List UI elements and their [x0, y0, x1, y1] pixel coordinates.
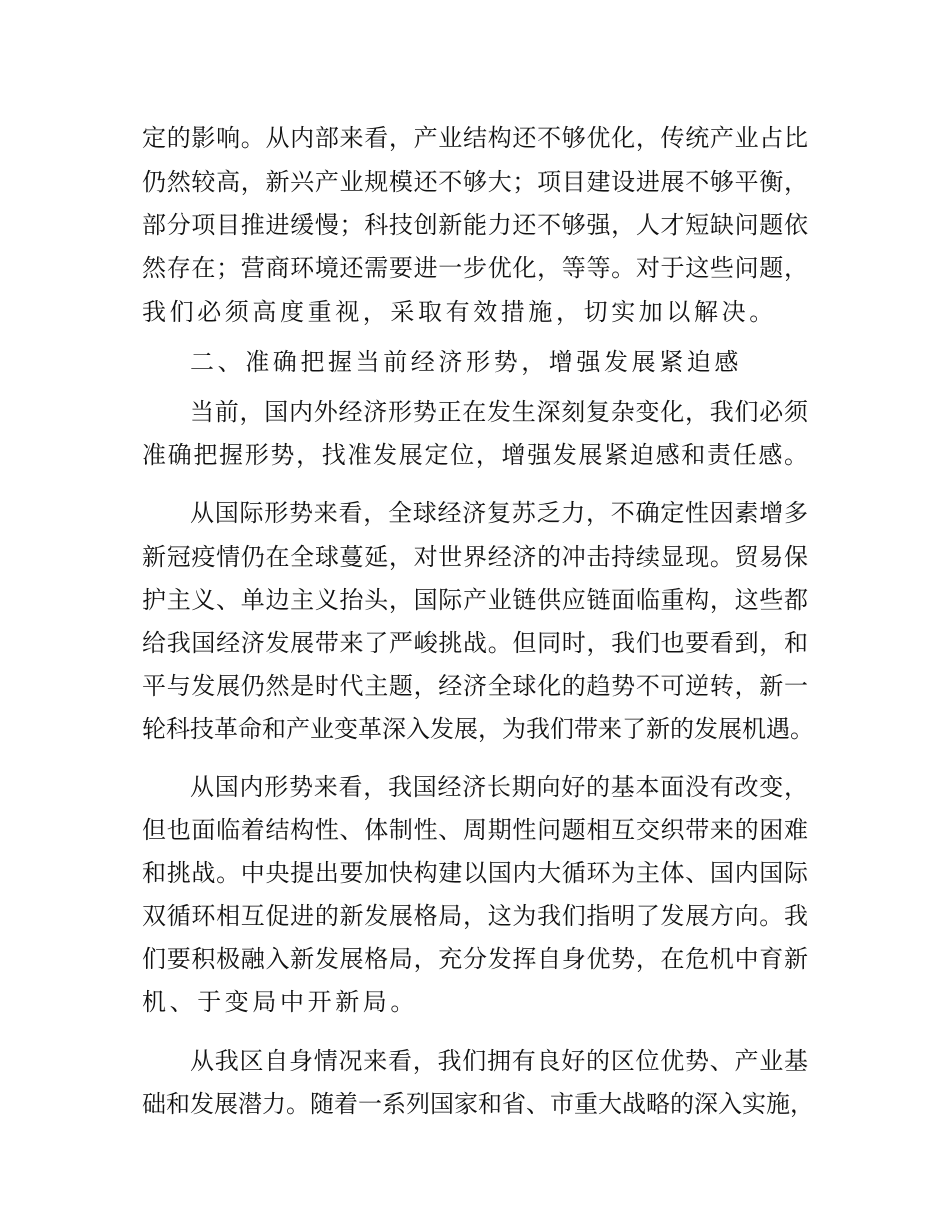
text-line: 部分项目推进缓慢；科技创新能力还不够强，人才短缺问题依	[142, 211, 808, 239]
text-line: 平与发展仍然是时代主题，经济全球化的趋势不可逆转，新一	[142, 672, 808, 700]
text-line: 定的影响。从内部来看，产业结构还不够优化，传统产业占比	[142, 124, 808, 152]
text-line: 轮科技革命和产业变革深入发展，为我们带来了新的发展机遇。	[142, 715, 814, 743]
text-line: 从我区自身情况来看，我们拥有良好的区位优势、产业基	[190, 1047, 808, 1075]
text-line: 新冠疫情仍在全球蔓延，对世界经济的冲击持续显现。贸易保	[142, 543, 808, 571]
text-line: 仍然较高，新兴产业规模还不够大；项目建设进展不够平衡，	[142, 168, 808, 196]
text-line: 从国内形势来看，我国经济长期向好的基本面没有改变，	[190, 773, 808, 801]
text-line: 给我国经济发展带来了严峻挑战。但同时，我们也要看到，和	[142, 629, 808, 657]
text-line: 础和发展潜力。随着一系列国家和省、市重大战略的深入实施，	[142, 1090, 814, 1118]
text-line: 我们必须高度重视，采取有效措施，切实加以解决。	[142, 298, 777, 326]
text-line: 但也面临着结构性、体制性、周期性问题相互交织带来的困难	[142, 816, 808, 844]
text-line: 双循环相互促进的新发展格局，这为我们指明了发展方向。我	[142, 902, 808, 930]
text-line: 护主义、单边主义抬头，国际产业链供应链面临重构，这些都	[142, 586, 808, 614]
text-line: 从国际形势来看，全球经济复苏乏力，不确定性因素增多	[190, 499, 808, 527]
text-line: 当前，国内外经济形势正在发生深刻复杂变化，我们必须	[190, 398, 808, 426]
text-line: 然存在；营商环境还需要进一步优化，等等。对于这些问题，	[142, 254, 808, 282]
section-heading: 二、准确把握当前经济形势，增强发展紧迫感	[190, 348, 742, 376]
text-line: 和挑战。中央提出要加快构建以国内大循环为主体、国内国际	[142, 859, 808, 887]
text-line: 们要积极融入新发展格局，充分发挥自身优势，在危机中育新	[142, 945, 808, 973]
text-line: 机、于变局中开新局。	[142, 988, 418, 1016]
text-line: 准确把握形势，找准发展定位，增强发展紧迫感和责任感。	[142, 441, 808, 469]
